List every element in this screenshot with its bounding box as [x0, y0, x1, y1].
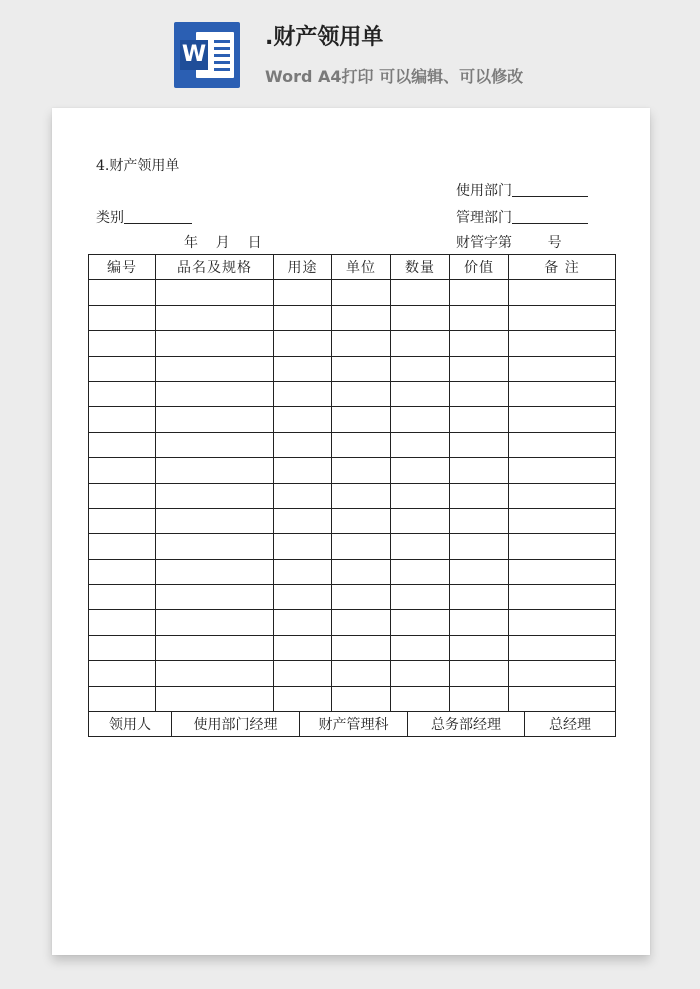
table-cell[interactable] [391, 534, 450, 559]
table-cell[interactable] [156, 356, 274, 381]
table-cell[interactable] [274, 407, 332, 432]
table-cell[interactable] [274, 610, 332, 635]
table-cell[interactable] [332, 483, 391, 508]
table-cell[interactable] [89, 686, 156, 711]
table-cell[interactable] [332, 381, 391, 406]
use-dept-field [456, 180, 588, 200]
table-cell[interactable] [391, 407, 450, 432]
table-cell[interactable] [274, 458, 332, 483]
table-row [89, 280, 616, 305]
table-cell[interactable] [332, 356, 391, 381]
table-header-row [89, 255, 616, 280]
signature-label: 财产管理科 [300, 712, 408, 736]
table-cell[interactable] [450, 559, 509, 584]
manage-dept-label: 管理部门 [456, 210, 512, 226]
table-cell[interactable] [89, 610, 156, 635]
signature-label: 总务部经理 [408, 712, 525, 736]
table-row [89, 458, 616, 483]
table-cell[interactable] [509, 407, 616, 432]
table-cell[interactable] [274, 432, 332, 457]
table-cell[interactable] [274, 280, 332, 305]
table-cell[interactable] [332, 280, 391, 305]
table-cell[interactable] [274, 686, 332, 711]
table-row [89, 559, 616, 584]
table-cell[interactable] [274, 534, 332, 559]
signature-label: 使用部门经理 [172, 712, 300, 736]
form-heading: 4.财产领用单 [96, 158, 180, 174]
table-cell[interactable] [450, 381, 509, 406]
table-cell[interactable] [509, 305, 616, 330]
table-cell[interactable] [156, 483, 274, 508]
table-cell[interactable] [332, 508, 391, 533]
table-cell[interactable] [509, 381, 616, 406]
table-cell[interactable] [391, 280, 450, 305]
table-cell[interactable] [391, 381, 450, 406]
table-cell[interactable] [89, 585, 156, 610]
table-cell[interactable] [450, 432, 509, 457]
table-cell[interactable] [509, 331, 616, 356]
category-field [96, 207, 192, 227]
use-dept-label: 使用部门 [456, 183, 512, 199]
table-cell[interactable] [509, 458, 616, 483]
word-letter: W [180, 40, 208, 70]
table-row [89, 356, 616, 381]
table-cell[interactable] [391, 585, 450, 610]
table-cell[interactable] [332, 686, 391, 711]
table-cell[interactable] [89, 458, 156, 483]
table-row [89, 686, 616, 711]
header-title: .财产领用单 [265, 25, 384, 50]
table-cell[interactable] [156, 407, 274, 432]
table-cell[interactable] [391, 610, 450, 635]
table-cell[interactable] [391, 432, 450, 457]
table-row [89, 661, 616, 686]
table-cell[interactable] [156, 331, 274, 356]
table-cell[interactable] [450, 534, 509, 559]
table-cell[interactable] [89, 407, 156, 432]
table-cell[interactable] [450, 356, 509, 381]
table-cell[interactable] [332, 458, 391, 483]
table-cell[interactable] [509, 508, 616, 533]
table-cell[interactable] [509, 356, 616, 381]
table-cell[interactable] [450, 508, 509, 533]
word-icon [174, 22, 240, 88]
table-cell[interactable] [509, 559, 616, 584]
manage-dept-field [456, 207, 588, 227]
table-cell[interactable] [89, 534, 156, 559]
table-row [89, 534, 616, 559]
table-cell[interactable] [391, 661, 450, 686]
document-page [52, 108, 650, 955]
table-cell[interactable] [274, 559, 332, 584]
column-header: 品名及规格 [156, 255, 274, 280]
table-cell[interactable] [391, 559, 450, 584]
table-cell[interactable] [332, 661, 391, 686]
column-header: 单位 [332, 255, 391, 280]
table-cell[interactable] [391, 356, 450, 381]
table-cell[interactable] [156, 559, 274, 584]
table-cell[interactable] [391, 483, 450, 508]
signature-cell [89, 712, 616, 737]
table-cell[interactable] [332, 585, 391, 610]
table-cell[interactable] [89, 661, 156, 686]
finance-no-field: 财管字第 号 [456, 235, 562, 251]
table-row [89, 407, 616, 432]
table-row [89, 508, 616, 533]
table-cell[interactable] [156, 508, 274, 533]
table-cell[interactable] [89, 432, 156, 457]
table-cell[interactable] [509, 610, 616, 635]
table-cell[interactable] [156, 458, 274, 483]
table-cell[interactable] [332, 635, 391, 660]
table-cell[interactable] [89, 559, 156, 584]
table-row [89, 305, 616, 330]
table-cell[interactable] [509, 534, 616, 559]
table-cell[interactable] [450, 483, 509, 508]
table-cell[interactable] [450, 585, 509, 610]
table-cell[interactable] [274, 483, 332, 508]
table-cell[interactable] [89, 381, 156, 406]
table-cell[interactable] [156, 610, 274, 635]
signature-row [89, 712, 616, 737]
table-cell[interactable] [156, 585, 274, 610]
table-row [89, 635, 616, 660]
table-cell[interactable] [332, 610, 391, 635]
table-cell[interactable] [156, 305, 274, 330]
table-row [89, 432, 616, 457]
table-row [89, 585, 616, 610]
table-row [89, 483, 616, 508]
table-cell[interactable] [89, 305, 156, 330]
table-cell[interactable] [450, 280, 509, 305]
table-cell[interactable] [89, 280, 156, 305]
column-header: 价值 [450, 255, 509, 280]
property-form-table [88, 254, 616, 737]
table-cell[interactable] [274, 356, 332, 381]
table-cell[interactable] [391, 458, 450, 483]
table-cell[interactable] [332, 432, 391, 457]
table-row [89, 331, 616, 356]
table-cell[interactable] [89, 331, 156, 356]
table-cell[interactable] [274, 381, 332, 406]
table-cell[interactable] [509, 483, 616, 508]
column-header: 用途 [274, 255, 332, 280]
table-cell[interactable] [274, 661, 332, 686]
date-field: 年 月 日 [184, 235, 262, 251]
table-cell[interactable] [509, 280, 616, 305]
table-cell[interactable] [509, 432, 616, 457]
use-dept-blank [512, 182, 588, 197]
table-cell[interactable] [156, 661, 274, 686]
table-cell[interactable] [450, 305, 509, 330]
table-cell[interactable] [391, 635, 450, 660]
signature-label: 领用人 [89, 712, 172, 736]
table-cell[interactable] [156, 686, 274, 711]
table-cell[interactable] [332, 305, 391, 330]
category-blank [124, 209, 192, 224]
table-cell[interactable] [450, 331, 509, 356]
column-header: 编号 [89, 255, 156, 280]
table-cell[interactable] [274, 305, 332, 330]
table-cell[interactable] [274, 635, 332, 660]
table-cell[interactable] [89, 635, 156, 660]
table-cell[interactable] [332, 559, 391, 584]
table-cell[interactable] [391, 331, 450, 356]
table-row [89, 381, 616, 406]
table-cell[interactable] [509, 686, 616, 711]
header-subtitle: Word A4打印 可以编辑、可以修改 [265, 67, 524, 86]
table-cell[interactable] [509, 635, 616, 660]
table-cell[interactable] [450, 458, 509, 483]
table-cell[interactable] [450, 635, 509, 660]
category-label: 类别 [96, 210, 124, 226]
table-cell[interactable] [509, 661, 616, 686]
table-row [89, 610, 616, 635]
column-header: 数量 [391, 255, 450, 280]
table-cell[interactable] [156, 280, 274, 305]
table-cell[interactable] [156, 432, 274, 457]
table-cell[interactable] [391, 305, 450, 330]
table-cell[interactable] [274, 331, 332, 356]
table-cell[interactable] [332, 534, 391, 559]
table-cell[interactable] [89, 508, 156, 533]
table-cell[interactable] [89, 483, 156, 508]
table-cell[interactable] [332, 331, 391, 356]
table-cell[interactable] [509, 585, 616, 610]
signature-label: 总经理 [549, 717, 591, 734]
table-cell[interactable] [450, 407, 509, 432]
table-cell[interactable] [450, 610, 509, 635]
table-cell[interactable] [156, 381, 274, 406]
manage-dept-blank [512, 209, 588, 224]
header [0, 0, 700, 108]
table-cell[interactable] [274, 585, 332, 610]
table-cell[interactable] [391, 686, 450, 711]
table-cell[interactable] [156, 635, 274, 660]
table-cell[interactable] [450, 661, 509, 686]
table-cell[interactable] [332, 407, 391, 432]
table-cell[interactable] [274, 508, 332, 533]
table-cell[interactable] [89, 356, 156, 381]
table-cell[interactable] [450, 686, 509, 711]
table-cell[interactable] [156, 534, 274, 559]
table-cell[interactable] [391, 508, 450, 533]
column-header: 备 注 [509, 255, 616, 280]
